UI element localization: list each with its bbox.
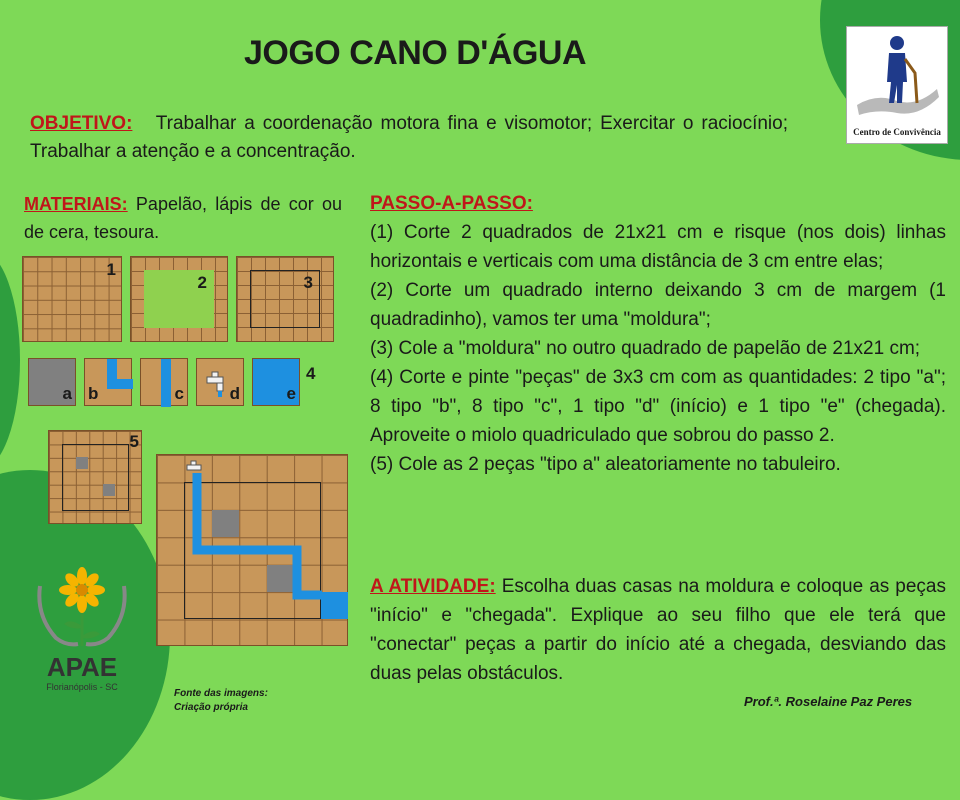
page-title: JOGO CANO D'ÁGUA <box>244 34 586 72</box>
passo-a-passo-section <box>370 189 946 479</box>
objetivo-paragraph <box>30 110 788 166</box>
tile-d-label: d <box>229 384 240 403</box>
passo-step-1: (1) Corte 2 quadrados de 21x21 cm e risque (nos dois) linhas horizontais e verticais com uma distância de 3 cm entre elas; <box>370 222 946 272</box>
obstacle-piece <box>76 457 88 469</box>
tile-a-label: a <box>62 384 72 403</box>
passo-step-3: (3) Cole a "moldura" no outro quadrado de papelão de 21x21 cm; <box>370 338 921 359</box>
figure-5-number: 5 <box>129 432 139 451</box>
figure-1-grid <box>22 256 122 342</box>
apae-name: APAE <box>46 652 118 682</box>
passo-step-4: (4) Corte e pinte "peças" de 3x3 cm com as quantidades: 2 tipo "a"; 8 tipo "b", 8 tipo "c", 1 tipo "d" (início) e 1 tipo "e" (chegada). Aproveite o miolo quadriculado que sobrou do passo 2. <box>370 367 946 446</box>
objetivo-label: OBJETIVO: <box>30 113 133 134</box>
passo-label: PASSO-A-PASSO: <box>370 193 533 214</box>
tile-c <box>140 358 188 406</box>
atividade-text: Escolha duas casas na moldura e coloque as peças "início" e "chegada". Explique ao seu filho que ele terá que "conectar" peças a partir do início até a chegada, desviando das duas pelas obstáculos. <box>370 576 947 684</box>
passo-step-5: (5) Cole as 2 peças "tipo a" aleatoriamente no tabuleiro. <box>370 454 841 475</box>
faucet-icon <box>203 369 233 399</box>
apae-logo <box>34 566 130 696</box>
materiais-label: MATERIAIS: <box>24 194 128 214</box>
fonte-line-1: Fonte das imagens: <box>174 688 268 699</box>
fonte-line-2: Criação própria <box>174 702 248 713</box>
atividade-paragraph <box>370 572 946 688</box>
centro-convivencia-logo <box>846 26 948 144</box>
decor-blob-mid-left <box>0 250 20 470</box>
water-pipe-path <box>157 455 349 647</box>
apae-city: Florianópolis - SC <box>46 682 118 692</box>
figure-5-large-board <box>156 454 348 646</box>
figure-4-number: 4 <box>306 364 316 383</box>
tile-c-label: c <box>174 384 184 403</box>
materiais-paragraph <box>24 190 342 246</box>
figure-3-grid <box>236 256 334 342</box>
atividade-label: A ATIVIDADE: <box>370 576 496 597</box>
tile-e-label: e <box>286 384 296 403</box>
figure-5-small-board <box>48 430 142 524</box>
tile-e <box>252 358 300 406</box>
figure-2-grid <box>130 256 228 342</box>
elderly-person-hand-icon <box>847 27 947 127</box>
centro-convivencia-caption: Centro de Convivência <box>853 127 941 137</box>
materiais-text: Papelão, lápis de cor ou de cera, tesoura. <box>24 194 342 242</box>
tile-a <box>28 358 76 406</box>
tile-b-label: b <box>88 384 99 403</box>
figure-2-number: 2 <box>197 273 207 292</box>
image-source-note <box>174 687 268 715</box>
author-credit: Prof.ª. Roselaine Paz Peres <box>744 694 913 709</box>
tile-b <box>84 358 132 406</box>
figure-3-number: 3 <box>303 273 313 292</box>
obstacle-piece <box>103 484 115 496</box>
objetivo-text: Trabalhar a coordenação motora fina e visomotor; Exercitar o raciocínio; Trabalhar a atenção e a concentração. <box>30 113 788 162</box>
passo-step-2: (2) Corte um quadrado interno deixando 3 cm de margem (1 quadradinho), vamos ter uma "moldura"; <box>370 280 946 330</box>
figure-1-number: 1 <box>106 260 116 279</box>
flower-hands-icon <box>34 566 130 652</box>
tile-d <box>196 358 244 406</box>
